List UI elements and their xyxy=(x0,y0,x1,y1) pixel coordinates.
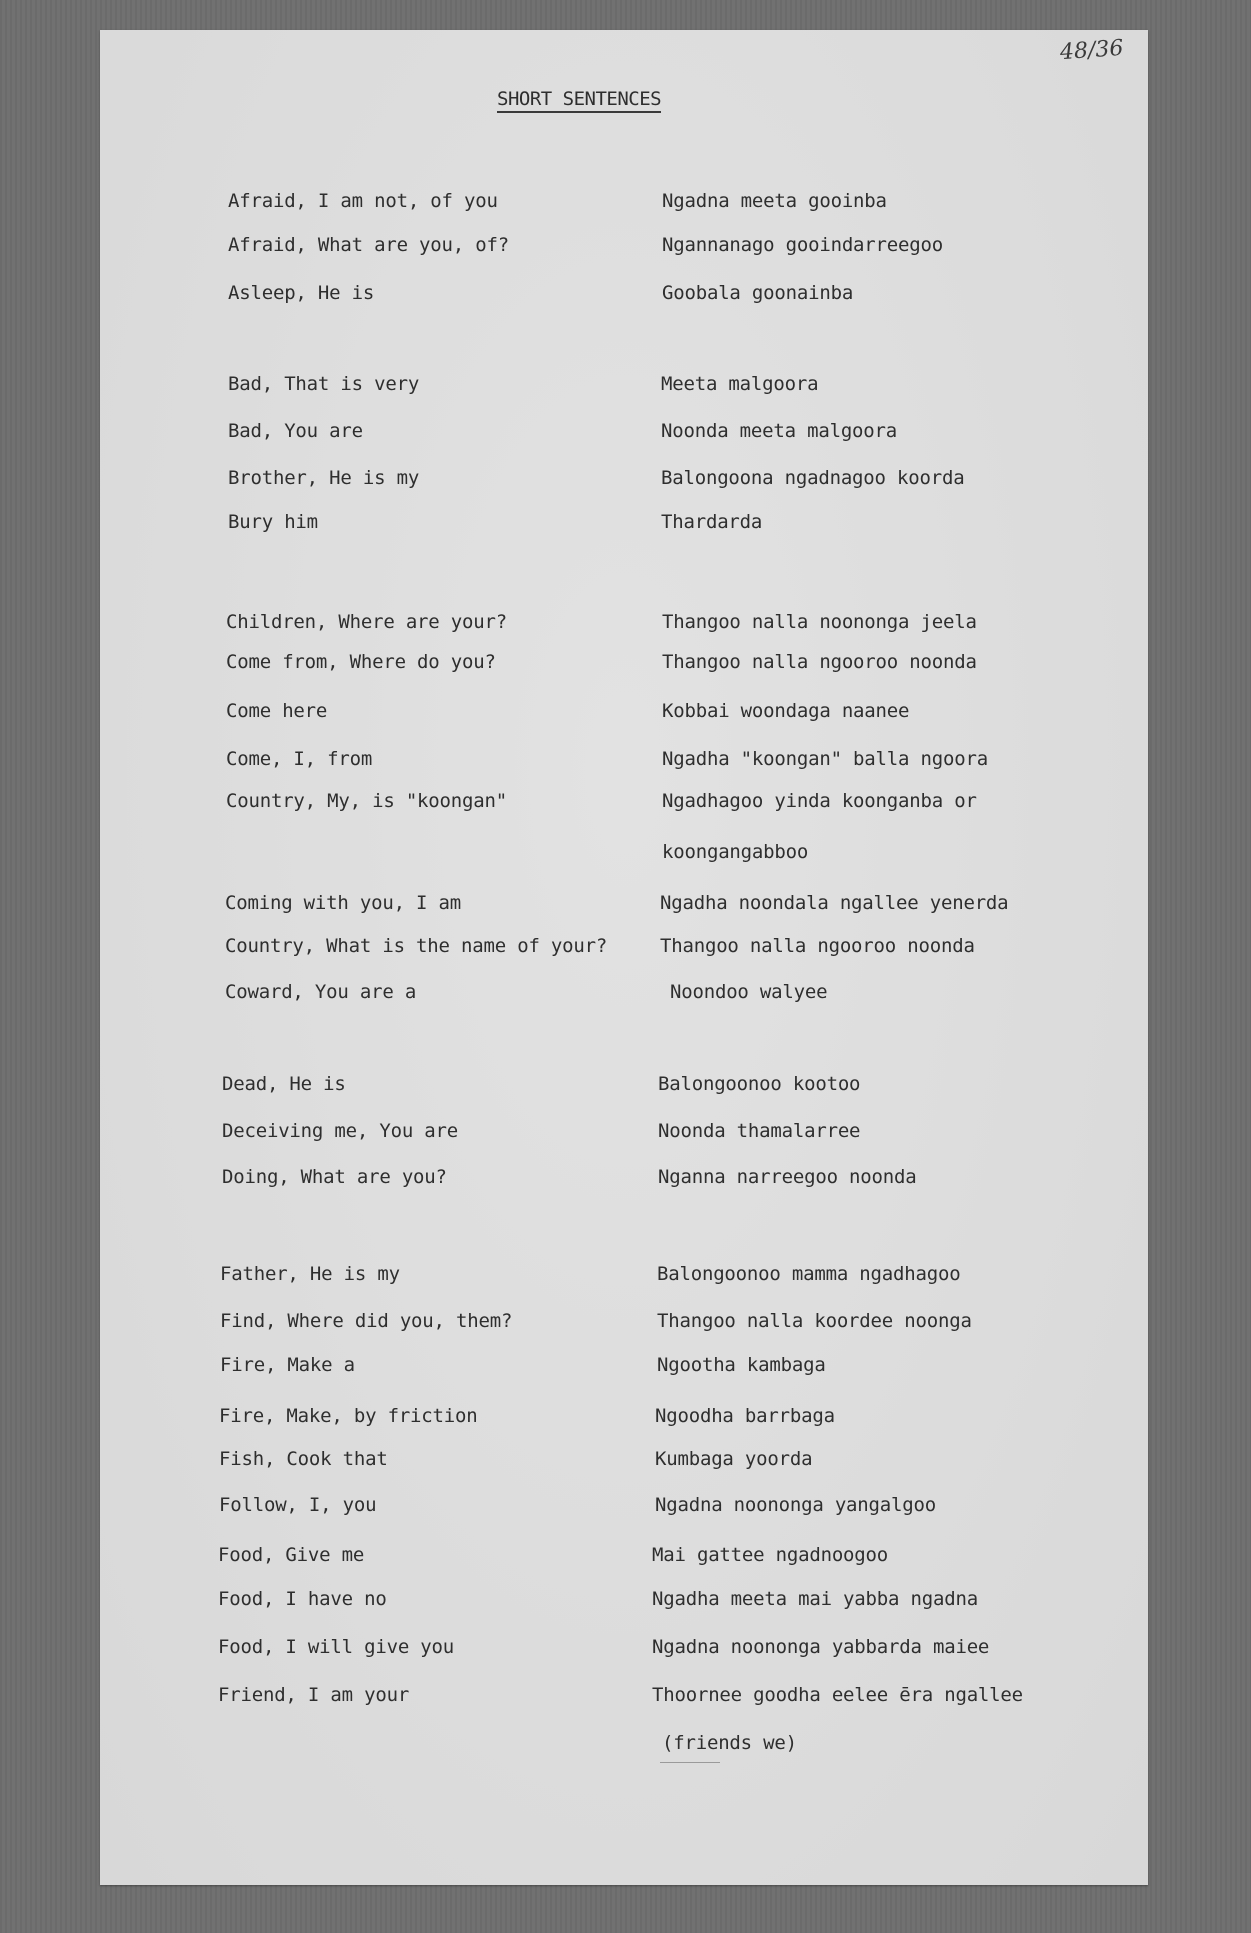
translation-continuation: (friends we) xyxy=(662,1732,797,1754)
translation-phrase: Nganna narreegoo noonda xyxy=(658,1166,917,1188)
translation-continuation: koongangabboo xyxy=(662,841,809,863)
translation-phrase: Thangoo nalla ngooroo noonda xyxy=(662,651,977,673)
translation-phrase: Meeta malgoora xyxy=(661,373,819,395)
english-phrase: Bad, You are xyxy=(228,420,363,442)
english-phrase: Bury him xyxy=(228,511,318,533)
translation-phrase: Balongoonoo kootoo xyxy=(658,1073,861,1095)
english-phrase: Find, Where did you, them? xyxy=(220,1310,513,1332)
translation-phrase: Ngadna noononga yabbarda maiee xyxy=(652,1636,990,1658)
translation-phrase: Thoornee goodha eelee ēra ngallee xyxy=(652,1684,1023,1706)
english-phrase: Doing, What are you? xyxy=(222,1166,447,1188)
english-phrase: Coming with you, I am xyxy=(225,892,462,914)
english-phrase: Asleep, He is xyxy=(228,282,375,304)
translation-phrase: Thangoo nalla noononga jeela xyxy=(662,611,977,633)
end-mark xyxy=(660,1762,720,1763)
english-phrase: Food, Give me xyxy=(218,1544,365,1566)
translation-phrase: Goobala goonainba xyxy=(662,282,854,304)
english-phrase: Fire, Make a xyxy=(220,1354,355,1376)
english-phrase: Deceiving me, You are xyxy=(222,1120,459,1142)
translation-phrase: Thangoo nalla ngooroo noonda xyxy=(660,935,975,957)
translation-phrase: Noondoo walyee xyxy=(670,981,828,1003)
english-phrase: Friend, I am your xyxy=(218,1684,410,1706)
english-phrase: Bad, That is very xyxy=(228,373,420,395)
english-phrase: Country, What is the name of your? xyxy=(225,935,608,957)
translation-phrase: Ngadha "koongan" balla ngoora xyxy=(662,748,988,770)
english-phrase: Brother, He is my xyxy=(228,467,420,489)
english-phrase: Country, My, is "koongan" xyxy=(226,790,507,812)
translation-phrase: Ngadna meeta gooinba xyxy=(662,190,887,212)
english-phrase: Come from, Where do you? xyxy=(226,651,496,673)
translation-phrase: Balongoonoo mamma ngadhagoo xyxy=(657,1263,961,1285)
translation-phrase: Balongoona ngadnagoo koorda xyxy=(661,467,965,489)
english-phrase: Food, I will give you xyxy=(218,1636,455,1658)
translation-phrase: Kumbaga yoorda xyxy=(655,1448,813,1470)
translation-phrase: Ngootha kambaga xyxy=(657,1354,826,1376)
english-phrase: Dead, He is xyxy=(222,1073,346,1095)
english-phrase: Come, I, from xyxy=(226,748,373,770)
translation-phrase: Ngadna noononga yangalgoo xyxy=(655,1494,936,1516)
english-phrase: Come here xyxy=(226,700,328,722)
translation-phrase: Ngoodha barrbaga xyxy=(655,1405,835,1427)
translation-phrase: Mai gattee ngadnoogoo xyxy=(652,1544,889,1566)
translation-phrase: Noonda thamalarree xyxy=(658,1120,861,1142)
english-phrase: Father, He is my xyxy=(220,1263,400,1285)
english-phrase: Afraid, What are you, of? xyxy=(228,234,509,256)
english-phrase: Fish, Cook that xyxy=(219,1448,388,1470)
english-phrase: Food, I have no xyxy=(218,1588,387,1610)
translation-phrase: Noonda meeta malgoora xyxy=(661,420,898,442)
translation-phrase: Thangoo nalla koordee noonga xyxy=(657,1310,972,1332)
document-title: SHORT SENTENCES xyxy=(497,88,661,113)
page-number: 48/36 xyxy=(1059,35,1125,66)
english-phrase: Coward, You are a xyxy=(225,981,417,1003)
english-phrase: Children, Where are your? xyxy=(226,611,507,633)
english-phrase: Fire, Make, by friction xyxy=(219,1405,478,1427)
translation-phrase: Ngadha meeta mai yabba ngadna xyxy=(652,1588,978,1610)
translation-phrase: Kobbai woondaga naanee xyxy=(662,700,910,722)
english-phrase: Afraid, I am not, of you xyxy=(228,190,498,212)
translation-phrase: Thardarda xyxy=(661,511,763,533)
translation-phrase: Ngannanago gooindarreegoo xyxy=(662,234,943,256)
translation-phrase: Ngadhagoo yinda koonganba or xyxy=(662,790,977,812)
english-phrase: Follow, I, you xyxy=(219,1494,377,1516)
translation-phrase: Ngadha noondala ngallee yenerda xyxy=(660,892,1009,914)
